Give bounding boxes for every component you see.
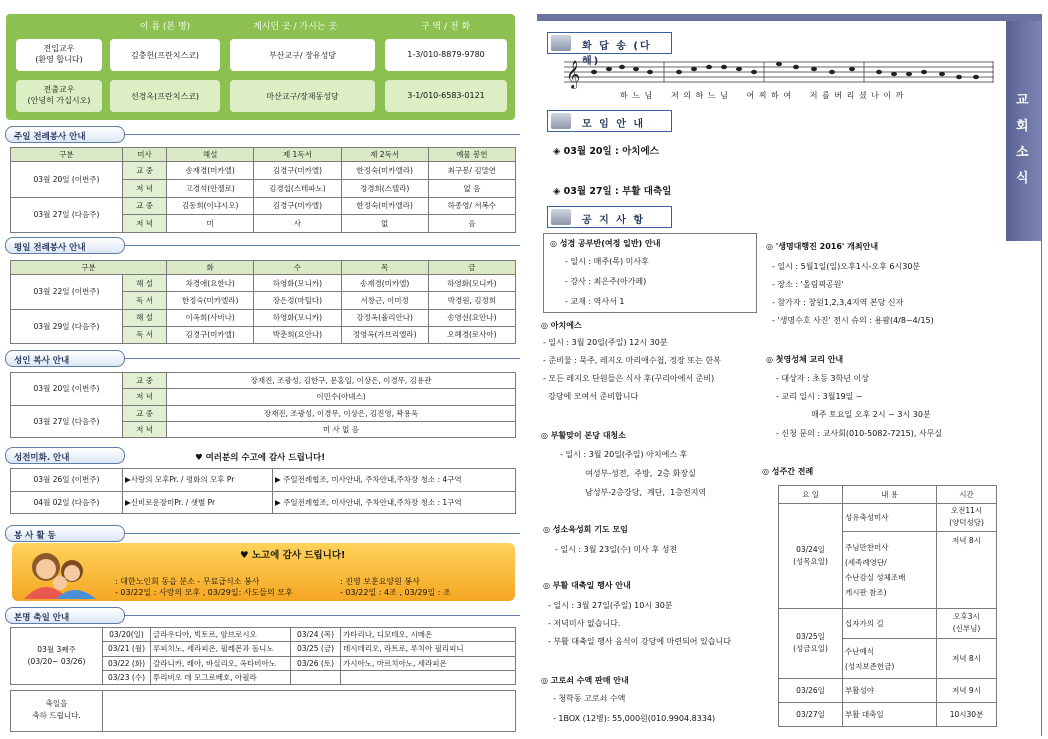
holy-time: 저녁 9시 [937, 678, 997, 702]
table-cell: 이민수(아녜스) [167, 389, 516, 405]
feast-names: 데시데리오, 라트로, 루치아 필리피니 [341, 642, 516, 656]
feast-table [10, 627, 516, 685]
holy-time: 저녁 8시 [937, 639, 997, 678]
mass-cell: 교 중 [123, 162, 167, 180]
clean-table [10, 468, 516, 514]
table-cell: 오혜경(로사아) [428, 326, 515, 343]
family-illustration-icon [16, 545, 100, 599]
role-cell: 해 설 [123, 275, 167, 292]
table-cell: 차경애(요한나) [167, 275, 254, 292]
holy-time: 저녁 8시 [937, 531, 997, 608]
side-label: 교 회 소 식 [1016, 93, 1029, 186]
feast-names [341, 670, 516, 684]
th: 제 1독서 [254, 148, 341, 162]
th: 내 용 [843, 486, 937, 504]
acies-line: 강당에 모여서 준비합니다 [543, 392, 639, 401]
table-cell: 김경구(미카엘) [167, 326, 254, 343]
date-cell: 03월 26일 (이번주) [11, 469, 123, 492]
song-title: 화 답 송 (다 해) [582, 41, 652, 67]
sale-head: ◎ 고로쇠 수액 판매 안내 [541, 676, 629, 685]
transfer-in-contact: 1-3/010-8879-9780 [385, 39, 507, 71]
song-lyrics: 하 느 님 저 의 하 느 님 어 찌 하 여 저 를 버 리 셨 나 이 까 [620, 91, 905, 100]
table-cell: 이옥희(사비나) [167, 309, 254, 326]
sacred-head: ◎ 성소육성회 기도 모임 [543, 525, 628, 534]
notice-title-box [547, 206, 672, 228]
date-cell: 04월 02일 (다음주) [11, 491, 123, 514]
service-thanks: ♥ 노고에 감사 드립니다! [240, 550, 346, 561]
feast-date: 03/20(일) [103, 628, 151, 642]
table-cell: 김동희(이냐시오) [167, 197, 254, 215]
comm-line: - 교리 일시 : 3월19일 ~ [776, 392, 863, 401]
feast-names: 루피치노, 세라피온, 필레몬과 돔니노 [151, 642, 291, 656]
table-cell: 서창근, 이미정 [341, 292, 428, 309]
table-cell: 정영옥(가브리엘라) [341, 326, 428, 343]
table-cell: 하종영/ 서복수 [428, 197, 515, 215]
holy-day: 03/24일 (성목요일) [779, 503, 843, 608]
service-right-1: : 진영 보훈요양원 봉사 [340, 577, 420, 586]
holy-day: 03/25일 (성금요일) [779, 608, 843, 678]
feast-date [291, 670, 341, 684]
holy-item: 주님만찬미사 (세족례영단/ 수난감실 성체조배 게시판 참조) [843, 531, 937, 608]
date-cell: 03월 20일 (이번주) [11, 162, 123, 198]
role-cell: 독 서 [123, 326, 167, 343]
mass-cell: 저 녁 [123, 389, 167, 405]
holy-day: 03/27일 [779, 702, 843, 726]
table-cell: 사 [254, 215, 341, 233]
comm-line: 매주 토요일 오후 2시 ~ 3시 30분 [806, 410, 931, 419]
feast-bless-box [10, 690, 516, 732]
life-line: - 일시 : 5월1일(일)오후1시-오후 6시30분 [772, 262, 921, 271]
svg-text:𝄞: 𝄞 [566, 60, 581, 88]
table-cell: 정경희(스텔라) [341, 179, 428, 197]
song-title-box [547, 32, 672, 67]
party-line: - 저녁미사 없습니다. [548, 619, 621, 628]
feast-section-title: 본명 축일 안내 [5, 607, 125, 624]
sale-line: - 청학동 고로쇠 수액 [553, 694, 626, 703]
table-cell: 음 [428, 215, 515, 233]
feast-names: 투리비오 데 모그로베호, 아필라 [151, 670, 291, 684]
bible-line: - 교재 : 역사서 1 [565, 297, 625, 306]
party-line: - 일시 : 3월 27일(주일) 10시 30분 [548, 601, 673, 610]
table-cell: 고경석(안젤로) [167, 179, 254, 197]
sunday-table [10, 147, 516, 233]
table-cell: 송영선(요안나) [428, 309, 515, 326]
table-cell: 김경구(미카엘) [254, 162, 341, 180]
transfer-in-name: 김충헌(프란치스코) [110, 39, 220, 71]
acies-head: ◎ 아치에스 [541, 321, 582, 330]
clean-thanks: ♥ 여러분의 수고에 감사 드립니다! [195, 453, 326, 463]
date-cell: 03월 29일 (다음주) [11, 309, 123, 344]
table-cell: 김경구(미카엘) [254, 197, 341, 215]
comm-line: - 신청 문의 : 교사회(010-5082-7215), 사무실 [776, 429, 943, 438]
portrait-icon [551, 113, 571, 129]
party-line: - 부활 대축일 행사 음식이 강당에 마련되어 있습니다 [548, 637, 731, 646]
clean-section-title: 성전미화. 안내 [5, 447, 125, 464]
th: 예물 봉헌 [428, 148, 515, 162]
comm-line: - 대상자 : 초등 3학년 이상 [776, 374, 869, 383]
comm-head: ◎ 첫영성체 교리 안내 [766, 355, 844, 364]
th: 제 2독서 [341, 148, 428, 162]
weekday-section-title: 평일 전례봉사 안내 [5, 237, 125, 254]
table-cell: 미 사 없 음 [167, 421, 516, 437]
table-cell: 장재진, 조광성, 김한구, 문홍일, 이상은, 이경무, 김용관 [167, 373, 516, 389]
easter-clean-line: - 일시 : 3월 20일(주일) 아치에스 후 [560, 450, 688, 459]
mass-cell: 교 중 [123, 197, 167, 215]
life-line: - 참가자 : 창원1,2,3,4지역 본당 신자 [772, 298, 904, 307]
holy-time: 10시30분 [937, 702, 997, 726]
feast-names: 가시아노, 마르치아노, 세라피온 [341, 656, 516, 670]
feast-date: 03/25 (금) [291, 642, 341, 656]
th: 구분 [11, 148, 123, 162]
adult-section-title: 성인 복사 안내 [5, 350, 125, 367]
acies-line: - 준비물 : 묵주, 레지오 마리애수첩, 정장 또는 한복 [543, 356, 721, 365]
portrait-icon [551, 35, 571, 51]
life-head: ◎ '생명대행진 2016' 개최안내 [766, 242, 879, 251]
acies-line: - 일시 : 3월 20일(주일) 12시 30분 [543, 338, 668, 347]
table-cell: 강정옥(율리안나) [341, 309, 428, 326]
transfer-in-place: 부산교구/ 장유성당 [230, 39, 375, 71]
holy-day: 03/26일 [779, 678, 843, 702]
right-top-bar [537, 14, 1042, 21]
feast-date: 03/22 (화) [103, 656, 151, 670]
table-cell: 박춘희(요안나) [254, 326, 341, 343]
table-cell: 미 [167, 215, 254, 233]
transfer-header-contact: 구 역 / 전 화 [420, 22, 471, 32]
bible-head: ◎ 성경 공부반(여정 일반) 안내 [550, 239, 661, 248]
bible-line: - 일시 : 매주(목) 미사후 [565, 257, 649, 266]
th: 미사 [123, 148, 167, 162]
feast-names: 가타리나, 디모테오, 시메온 [341, 628, 516, 642]
transfer-out-contact: 3-1/010-6583-0121 [385, 80, 507, 112]
sacred-line: - 일시 : 3월 23일(수) 미사 후 성전 [555, 545, 678, 554]
transfer-in-label: 전입교우 (환영 합니다) [16, 39, 102, 71]
holy-time: 오후3시 (신부님) [937, 608, 997, 639]
holy-item: 수난예식 (성지보존헌금) [843, 639, 937, 678]
easter-clean-line: 여성부-성전, 주방, 2층 화장실 [580, 469, 696, 478]
holy-time: 오전11시 (양덕성당) [937, 503, 997, 531]
holy-head: ◎ 성주간 전례 [762, 467, 814, 476]
holy-item: 부활 대축일 [843, 702, 937, 726]
party-head: ◎ 부활 대축일 행사 안내 [543, 581, 631, 590]
music-staff [564, 56, 994, 90]
table-cell: 장재진, 조광성, 이경무, 이상은, 김진영, 곽용욱 [167, 405, 516, 421]
feast-names: 글라우디아, 빅토르, 암브로시오 [151, 628, 291, 642]
service-section-title: 봉 사 활 동 [5, 525, 125, 542]
transfer-out-label: 전출교우 (안녕히 가십시오) [16, 80, 102, 112]
transfer-out-name: 선경옥(프란치스코) [110, 80, 220, 112]
table-cell: 송재경(미카엘) [167, 162, 254, 180]
sunday-section-title: 주일 전례봉사 안내 [5, 126, 125, 143]
feast-week: 03월 3째주 (03/20~ 03/26) [11, 628, 103, 685]
holy-item: 십자가의 길 [843, 608, 937, 639]
table-cell: 한정숙(미카엘라) [167, 292, 254, 309]
meeting-title-box [547, 110, 672, 132]
easter-clean-line: 남성부-2층강당, 계단, 1층전지역 [580, 488, 707, 497]
sale-line: - 1BOX (12병): 55,000원(010.9904.8334) [553, 714, 716, 723]
transfer-header-name: 이 름 (본 명) [139, 22, 191, 32]
bible-line: - 강사 : 최은주(아가페) [565, 277, 647, 286]
life-line: - 장소 : '올림픽공원' [772, 280, 844, 289]
adult-table [10, 372, 516, 438]
holy-item: 성유축성미사 [843, 503, 937, 531]
table-cell: 장은정(마틸다) [254, 292, 341, 309]
role-cell: 해 설 [123, 309, 167, 326]
table-cell: 송재경(미카엘) [341, 275, 428, 292]
feast-date: 03/23 (수) [103, 670, 151, 684]
mass-cell: 저 녁 [123, 421, 167, 437]
feast-date: 03/26 (토) [291, 656, 341, 670]
date-cell: 03월 20일 (이번주) [11, 373, 123, 406]
acies-line: - 모든 레지오 단원들은 식사 후(꾸리아에서 준비) [543, 374, 715, 383]
service-right-2: - 03/22일 : 4조 , 03/29일 : 조 [340, 588, 451, 597]
role-cell: 독 서 [123, 292, 167, 309]
easter-clean-head: ◎ 부활맞이 본당 대청소 [541, 431, 626, 440]
mass-cell: 저 녁 [123, 179, 167, 197]
feast-bless: 축일을 축하 드립니다. [11, 691, 103, 731]
th: 금 [428, 261, 515, 275]
meeting-item: ◈ 03월 20일 : 아치에스 [553, 146, 659, 157]
table-cell: 최구봉/ 김말연 [428, 162, 515, 180]
feast-date: 03/21 (월) [103, 642, 151, 656]
table-cell: 없 음 [428, 179, 515, 197]
portrait-icon [551, 209, 571, 225]
life-line: - '생명수호 사진' 전시 슈의 : 용팜(4/8~4/15) [772, 316, 934, 325]
table-cell: ▶ 주일전례협조, 미사안내, 주차안내,주차장 청소 : 1구역 [273, 491, 516, 514]
holy-item: 부활성야 [843, 678, 937, 702]
notice-title: 공 지 사 항 [582, 215, 646, 226]
th: 화 [167, 261, 254, 275]
table-cell: 한정숙(미카엘라) [341, 162, 428, 180]
table-cell: 김경섭(스테파노) [254, 179, 341, 197]
th: 구분 [11, 261, 167, 275]
mass-cell: 교 중 [123, 405, 167, 421]
meeting-item: ◈ 03월 27일 : 부활 대축일 [553, 186, 672, 197]
table-cell: 하영화(모니카) [254, 275, 341, 292]
transfer-header-place: 계시던 곳 / 가시는 곳 [252, 22, 338, 32]
feast-names: 갈라니카, 레아, 바실리오, 옥타비아노 [151, 656, 291, 670]
feast-date: 03/24 (목) [291, 628, 341, 642]
th: 목 [341, 261, 428, 275]
date-cell: 03월 27일 (다음주) [11, 197, 123, 233]
table-cell: 없 [341, 215, 428, 233]
table-cell: 하영화(모니카) [254, 309, 341, 326]
mass-cell: 교 중 [123, 373, 167, 389]
th: 수 [254, 261, 341, 275]
service-left-1: : 대한노인회 동읍 분소 - 무료급식소 봉사 [115, 577, 260, 586]
th: 해설 [167, 148, 254, 162]
holy-table [778, 485, 997, 727]
table-cell: ▶ 주일전례협조, 미사안내, 주차안내,주차장 청소 : 4구역 [273, 469, 516, 492]
table-cell: 하영화(모니카) [428, 275, 515, 292]
table-cell: 한정숙(미카엘라) [341, 197, 428, 215]
table-cell: ▶사랑의 모후Pr. / 평화의 모후 Pr [123, 469, 273, 492]
weekday-table [10, 260, 516, 344]
date-cell: 03월 27일 (다음주) [11, 405, 123, 438]
right-border-line [1041, 21, 1042, 736]
th: 요 일 [779, 486, 843, 504]
meeting-title: 모 임 안 내 [582, 119, 646, 130]
mass-cell: 저 녁 [123, 215, 167, 233]
table-cell: 박경원, 김정희 [428, 292, 515, 309]
transfer-out-place: 마산교구/장재동성당 [230, 80, 375, 112]
table-cell: ▶신비로운장미Pr. / 샛별 Pr [123, 491, 273, 514]
th: 시간 [937, 486, 997, 504]
service-left-2: - 03/22일 : 사랑의 모후 , 03/29일: 사도들의 모후 [115, 588, 293, 597]
date-cell: 03월 22일 (이번주) [11, 275, 123, 310]
